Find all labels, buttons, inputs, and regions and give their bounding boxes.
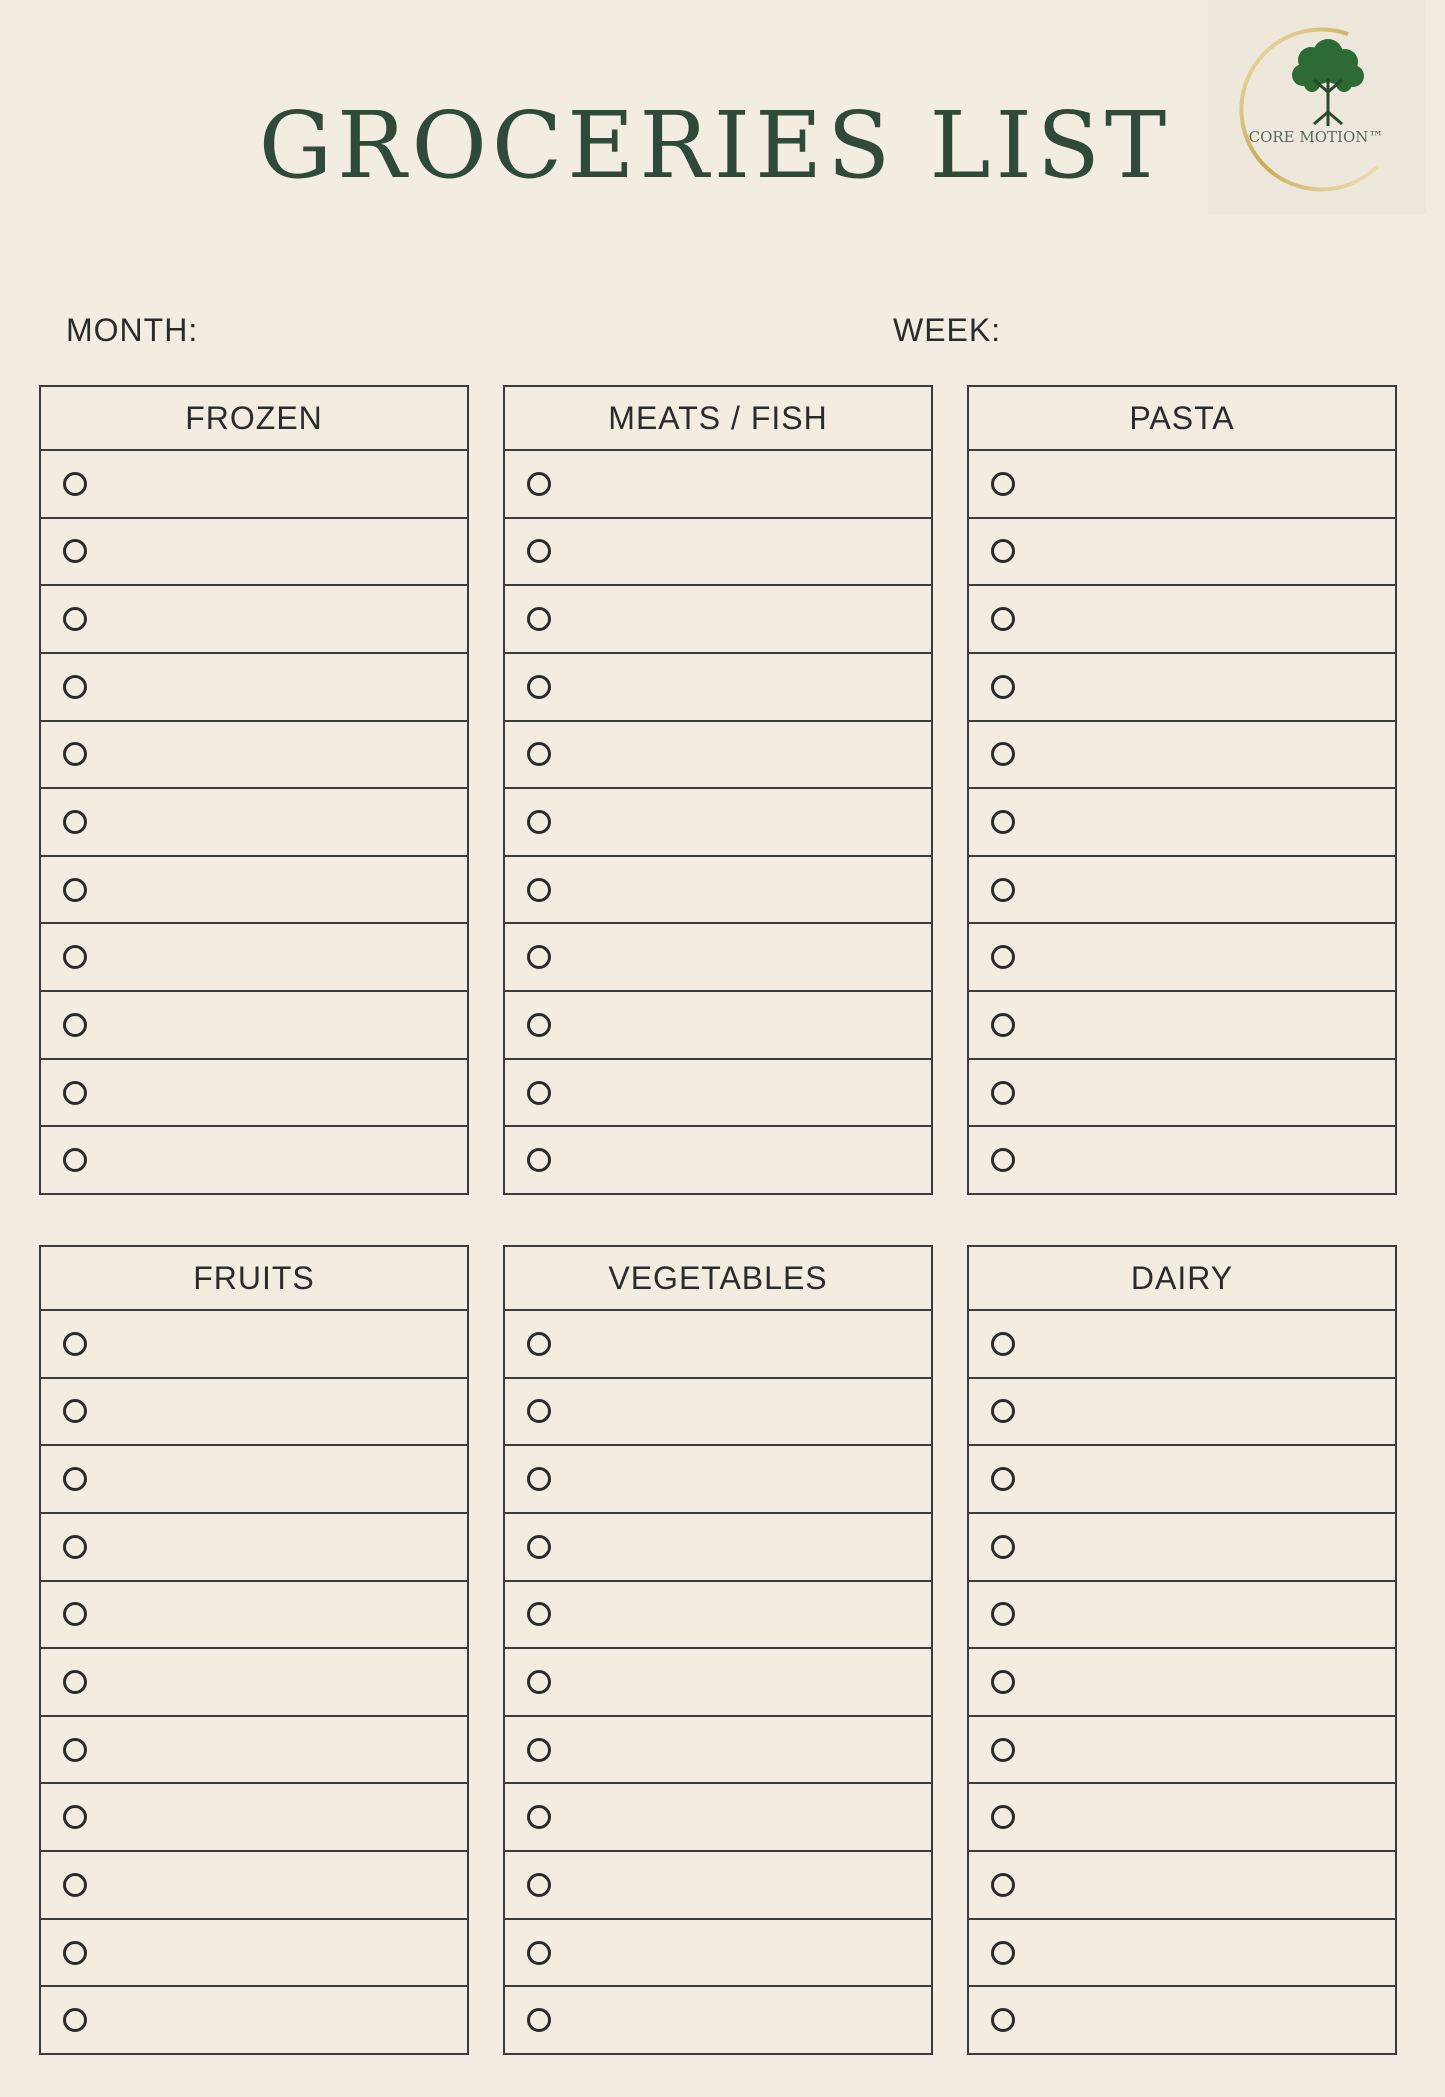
- checkbox-circle-icon[interactable]: [991, 1738, 1015, 1762]
- list-item[interactable]: [505, 992, 931, 1060]
- list-item[interactable]: [505, 1920, 931, 1988]
- tree-of-life-icon: [1208, 0, 1426, 214]
- checkbox-circle-icon[interactable]: [991, 472, 1015, 496]
- section-header: PASTA: [969, 387, 1395, 451]
- list-item[interactable]: [505, 1649, 931, 1717]
- list-item[interactable]: [969, 992, 1395, 1060]
- section-header: FROZEN: [41, 387, 467, 451]
- list-item[interactable]: [41, 1060, 467, 1128]
- list-item[interactable]: [505, 451, 931, 519]
- section-header: FRUITS: [41, 1247, 467, 1311]
- list-item[interactable]: [505, 586, 931, 654]
- list-item[interactable]: [969, 451, 1395, 519]
- checkbox-circle-icon[interactable]: [63, 1399, 87, 1423]
- list-item[interactable]: [505, 1987, 931, 2053]
- list-item[interactable]: [505, 789, 931, 857]
- list-item[interactable]: [41, 519, 467, 587]
- checkbox-circle-icon[interactable]: [527, 607, 551, 631]
- list-item[interactable]: [505, 924, 931, 992]
- list-item[interactable]: [41, 1446, 467, 1514]
- item-list: [969, 451, 1395, 1193]
- item-list: [41, 451, 467, 1193]
- checkbox-circle-icon[interactable]: [991, 675, 1015, 699]
- list-item[interactable]: [969, 1446, 1395, 1514]
- item-list: [969, 1311, 1395, 2053]
- checkbox-circle-icon[interactable]: [527, 539, 551, 563]
- checkbox-circle-icon[interactable]: [527, 1873, 551, 1897]
- checkbox-circle-icon[interactable]: [527, 675, 551, 699]
- page-title: GROCERIES LIST: [258, 92, 1172, 199]
- list-item[interactable]: [41, 1852, 467, 1920]
- checkbox-circle-icon[interactable]: [527, 1148, 551, 1172]
- list-item[interactable]: [969, 1127, 1395, 1193]
- section-header: VEGETABLES: [505, 1247, 931, 1311]
- list-item[interactable]: [41, 1784, 467, 1852]
- checkbox-circle-icon[interactable]: [63, 607, 87, 631]
- checkbox-circle-icon[interactable]: [63, 1738, 87, 1762]
- list-item[interactable]: [41, 1649, 467, 1717]
- checkbox-circle-icon[interactable]: [63, 1332, 87, 1356]
- list-item[interactable]: [41, 1987, 467, 2053]
- list-item[interactable]: [41, 789, 467, 857]
- list-item[interactable]: [505, 722, 931, 790]
- list-item[interactable]: [505, 1379, 931, 1447]
- checkbox-circle-icon[interactable]: [527, 2008, 551, 2032]
- list-item[interactable]: [969, 1920, 1395, 1988]
- section-frozen: [39, 385, 469, 1195]
- checkbox-circle-icon[interactable]: [991, 1873, 1015, 1897]
- list-item[interactable]: [505, 1311, 931, 1379]
- section-vegetables: [503, 1245, 933, 2055]
- section-pasta: [967, 385, 1397, 1195]
- list-item[interactable]: [969, 1717, 1395, 1785]
- list-item[interactable]: [969, 857, 1395, 925]
- checkbox-circle-icon[interactable]: [63, 1467, 87, 1491]
- checkbox-circle-icon[interactable]: [63, 1013, 87, 1037]
- list-item[interactable]: [41, 924, 467, 992]
- checkbox-circle-icon[interactable]: [527, 1602, 551, 1626]
- list-item[interactable]: [969, 586, 1395, 654]
- checkbox-circle-icon[interactable]: [63, 878, 87, 902]
- section-dairy: [967, 1245, 1397, 2055]
- brand-logo: [1208, 0, 1426, 214]
- checkbox-circle-icon[interactable]: [527, 1670, 551, 1694]
- checkbox-circle-icon[interactable]: [63, 1602, 87, 1626]
- grocery-sections-grid: [39, 385, 1399, 2055]
- checkbox-circle-icon[interactable]: [991, 1148, 1015, 1172]
- checkbox-circle-icon[interactable]: [991, 742, 1015, 766]
- checkbox-circle-icon[interactable]: [63, 742, 87, 766]
- list-item[interactable]: [41, 992, 467, 1060]
- checkbox-circle-icon[interactable]: [991, 1013, 1015, 1037]
- section-meats-fish: [503, 385, 933, 1195]
- checkbox-circle-icon[interactable]: [991, 945, 1015, 969]
- item-list: [41, 1311, 467, 2053]
- list-item[interactable]: [969, 1582, 1395, 1650]
- checkbox-circle-icon[interactable]: [991, 878, 1015, 902]
- checkbox-circle-icon[interactable]: [991, 539, 1015, 563]
- checkbox-circle-icon[interactable]: [991, 1602, 1015, 1626]
- checkbox-circle-icon[interactable]: [527, 1332, 551, 1356]
- checkbox-circle-icon[interactable]: [991, 1081, 1015, 1105]
- list-item[interactable]: [505, 1060, 931, 1128]
- list-item[interactable]: [41, 1920, 467, 1988]
- list-item[interactable]: [505, 1717, 931, 1785]
- checkbox-circle-icon[interactable]: [527, 742, 551, 766]
- checkbox-circle-icon[interactable]: [991, 1805, 1015, 1829]
- list-item[interactable]: [969, 1379, 1395, 1447]
- checkbox-circle-icon[interactable]: [527, 1941, 551, 1965]
- checkbox-circle-icon[interactable]: [527, 810, 551, 834]
- checkbox-circle-icon[interactable]: [527, 945, 551, 969]
- checkbox-circle-icon[interactable]: [63, 1535, 87, 1559]
- list-item[interactable]: [505, 1784, 931, 1852]
- list-item[interactable]: [41, 586, 467, 654]
- list-item[interactable]: [969, 1060, 1395, 1128]
- list-item[interactable]: [969, 1311, 1395, 1379]
- list-item[interactable]: [41, 1311, 467, 1379]
- checkbox-circle-icon[interactable]: [527, 878, 551, 902]
- checkbox-circle-icon[interactable]: [991, 1399, 1015, 1423]
- checkbox-circle-icon[interactable]: [527, 1399, 551, 1423]
- section-fruits: [39, 1245, 469, 2055]
- list-item[interactable]: [41, 1514, 467, 1582]
- list-item[interactable]: [969, 722, 1395, 790]
- list-item[interactable]: [969, 1649, 1395, 1717]
- checkbox-circle-icon[interactable]: [63, 810, 87, 834]
- checkbox-circle-icon[interactable]: [991, 1670, 1015, 1694]
- list-item[interactable]: [505, 519, 931, 587]
- checkbox-circle-icon[interactable]: [63, 2008, 87, 2032]
- logo-text: CORE MOTION™: [1248, 128, 1384, 146]
- item-list: [505, 451, 931, 1193]
- checkbox-circle-icon[interactable]: [527, 1081, 551, 1105]
- list-item[interactable]: [41, 857, 467, 925]
- checkbox-circle-icon[interactable]: [63, 945, 87, 969]
- list-item[interactable]: [41, 722, 467, 790]
- item-list: [505, 1311, 931, 2053]
- list-item[interactable]: [41, 1127, 467, 1193]
- checkbox-circle-icon[interactable]: [527, 1738, 551, 1762]
- checkbox-circle-icon[interactable]: [991, 1332, 1015, 1356]
- list-item[interactable]: [969, 654, 1395, 722]
- checkbox-circle-icon[interactable]: [991, 2008, 1015, 2032]
- checkbox-circle-icon[interactable]: [63, 1148, 87, 1172]
- checkbox-circle-icon[interactable]: [991, 607, 1015, 631]
- list-item[interactable]: [505, 654, 931, 722]
- list-item[interactable]: [505, 1514, 931, 1582]
- list-item[interactable]: [969, 519, 1395, 587]
- checkbox-circle-icon[interactable]: [63, 1941, 87, 1965]
- section-header: DAIRY: [969, 1247, 1395, 1311]
- list-item[interactable]: [969, 1852, 1395, 1920]
- list-item[interactable]: [41, 1379, 467, 1447]
- list-item[interactable]: [969, 789, 1395, 857]
- checkbox-circle-icon[interactable]: [991, 810, 1015, 834]
- list-item[interactable]: [969, 1784, 1395, 1852]
- month-label: MONTH:: [66, 312, 199, 348]
- checkbox-circle-icon[interactable]: [527, 1013, 551, 1037]
- checkbox-circle-icon[interactable]: [63, 1805, 87, 1829]
- section-header: MEATS / FISH: [505, 387, 931, 451]
- checkbox-circle-icon[interactable]: [63, 1873, 87, 1897]
- list-item[interactable]: [505, 857, 931, 925]
- list-item[interactable]: [505, 1446, 931, 1514]
- list-item[interactable]: [505, 1582, 931, 1650]
- checkbox-circle-icon[interactable]: [63, 472, 87, 496]
- checkbox-circle-icon[interactable]: [63, 1081, 87, 1105]
- list-item[interactable]: [41, 1582, 467, 1650]
- week-label: WEEK:: [893, 312, 1002, 348]
- list-item[interactable]: [969, 924, 1395, 992]
- checkbox-circle-icon[interactable]: [63, 675, 87, 699]
- checkbox-circle-icon[interactable]: [991, 1941, 1015, 1965]
- list-item[interactable]: [505, 1127, 931, 1193]
- checkbox-circle-icon[interactable]: [991, 1467, 1015, 1491]
- checkbox-circle-icon[interactable]: [527, 1535, 551, 1559]
- list-item[interactable]: [41, 1717, 467, 1785]
- list-item[interactable]: [505, 1852, 931, 1920]
- list-item[interactable]: [41, 654, 467, 722]
- checkbox-circle-icon[interactable]: [63, 1670, 87, 1694]
- list-item[interactable]: [969, 1987, 1395, 2053]
- checkbox-circle-icon[interactable]: [527, 1805, 551, 1829]
- checkbox-circle-icon[interactable]: [991, 1535, 1015, 1559]
- checkbox-circle-icon[interactable]: [63, 539, 87, 563]
- list-item[interactable]: [41, 451, 467, 519]
- checkbox-circle-icon[interactable]: [527, 1467, 551, 1491]
- checkbox-circle-icon[interactable]: [527, 472, 551, 496]
- list-item[interactable]: [969, 1514, 1395, 1582]
